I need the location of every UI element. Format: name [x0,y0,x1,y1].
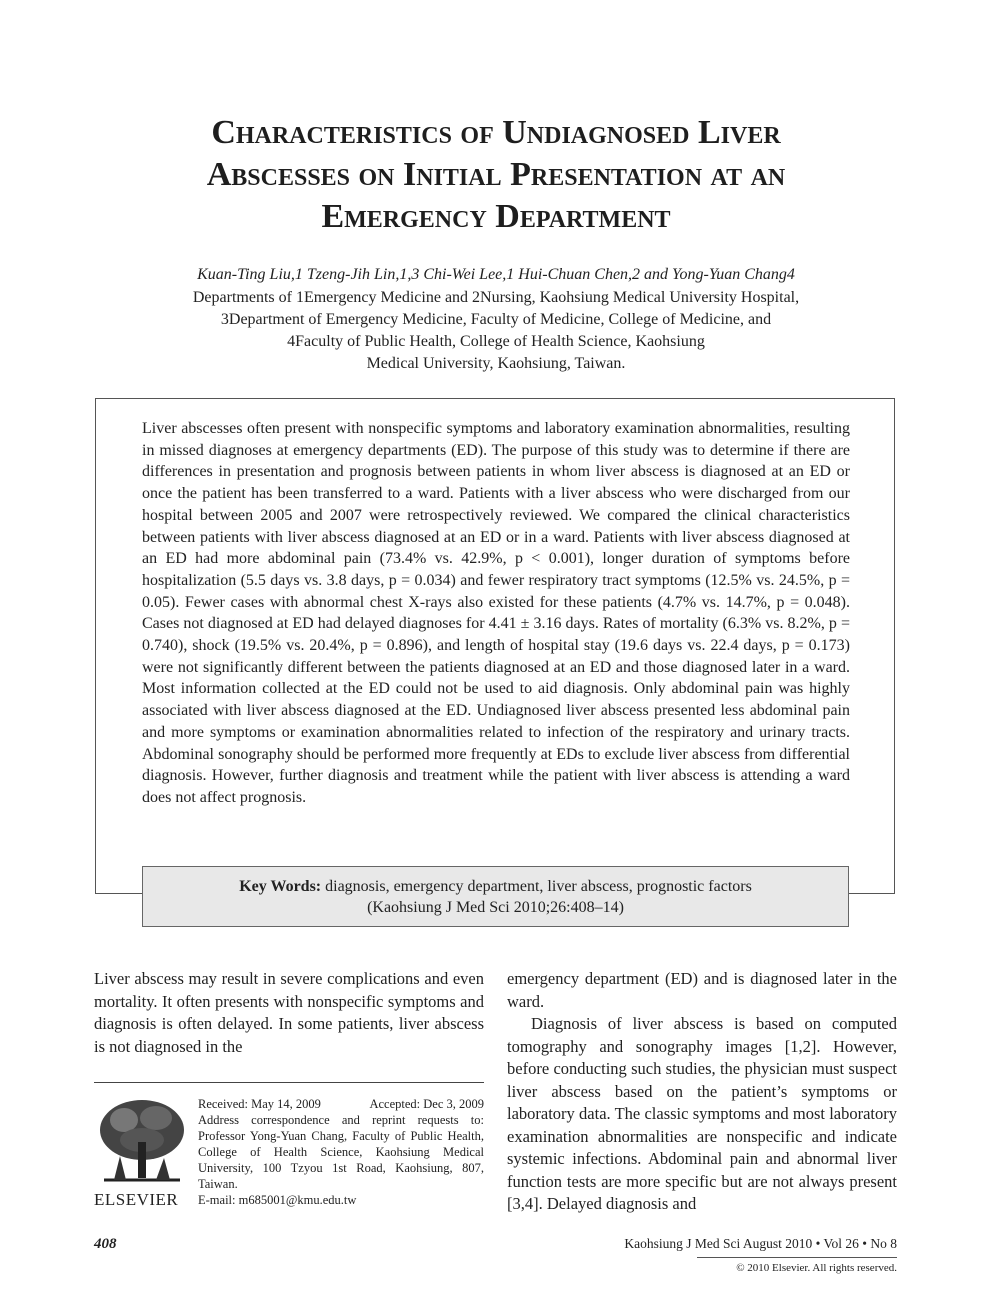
copyright: © 2010 Elsevier. All rights reserved. [736,1262,897,1274]
journal-footer: Kaohsiung J Med Sci August 2010 • Vol 26 • No 8 [624,1236,897,1251]
keywords-box [142,866,849,927]
logo-wordmark: ELSEVIER [94,1190,179,1209]
affiliation-line: Departments of 1Emergency Medicine and 2Nursing, Kaohsiung Medical University Hospital, [192,289,800,306]
page-number: 408 [94,1236,117,1252]
accepted-date: Accepted: Dec 3, 2009 [369,1097,484,1111]
keywords-label: Key Words: [239,878,322,895]
received-date: Received: May 14, 2009 [198,1097,321,1111]
correspondence-email: E-mail: m685001@kmu.edu.tw [198,1193,357,1207]
title-line: Abscesses on Initial Presentation at an [206,156,786,193]
correspondence-address: Address correspondence and reprint requests to: Professor Yong-Yuan Chang, Faculty of Public Health, College of Health Science, Kaohsiung Medical University, 100 Tzyou 1st Road, Kaohsiung, 807, Taiwan. [198,1113,484,1191]
affiliations [60,287,932,375]
body-paragraph: emergency department (ED) and is diagnosed later in the ward. [507,969,897,1011]
affiliation-line: 3Department of Emergency Medicine, Faculty of Medicine, College of Medicine, and [220,311,772,328]
affiliation-line: 4Faculty of Public Health, College of Health Science, Kaohsiung [287,333,705,350]
footer-divider [697,1257,897,1258]
article-title [60,112,932,238]
footnote-divider [94,1082,484,1083]
author-list: Kuan-Ting Liu,1 Tzeng-Jih Lin,1,3 Chi-Wei Lee,1 Hui-Chuan Chen,2 and Yong-Yuan Chang4 [197,266,795,283]
body-right-column [507,968,897,1216]
affiliation-line: Medical University, Kaohsiung, Taiwan. [366,355,626,372]
body-paragraph: Diagnosis of liver abscess is based on computed tomography and sonography images [1,2]. However, before conducting such studies, the physician must suspect liver abscess based on the patient’s symptoms or laboratory data. The classic symptoms and most laboratory examination abnormalities are nonspecific and indicate systemic infections. Abdominal pain and abnormal liver function tests are more specific but are not always present [3,4]. Delayed diagnosis and [507,1014,897,1213]
body-left-paragraph: Liver abscess may result in severe complications and even mortality. It often presents with nonspecific symptoms and diagnosis is often delayed. In some patients, liver abscess is not diagnosed in the [94,969,484,1056]
title-line: Emergency Department [321,198,671,235]
title-line: Characteristics of Undiagnosed Liver [211,114,781,151]
tree-icon [94,1096,190,1184]
keywords-terms: diagnosis, emergency department, liver abscess, prognostic factors [325,878,752,895]
elsevier-logo [94,1096,190,1209]
abstract: Liver abscesses often present with nonspecific symptoms and laboratory examination abnormalities, resulting in missed diagnoses at emergency departments (ED). The purpose of this study was to determine if there are differences in presentation and prognosis between patients in whom liver abscess is diagnosed at an ED or once the patient has been transferred to a ward. Patients with a liver abscess who were discharged from our hospital between 2005 and 2007 were retrospectively reviewed. We compared the clinical characteristics between patients with liver abscess diagnosed at an ED or in a ward. Patients with liver abscess diagnosed at an ED had more abdominal pain (73.4% vs. 42.9%, p < 0.001), longer duration of symptoms before hospitalization (5.5 days vs. 3.8 days, p = 0.034) and fewer respiratory tract symptoms (12.5% vs. 24.5%, p = 0.05). Fewer cases with abnormal chest X-rays also existed for these patients (4.7% vs. 14.7%, p = 0.048). Cases not diagnosed at ED had delayed diagnoses for 4.41 ± 3.16 days. Rates of mortality (6.3% vs. 8.2%, p = 0.740), shock (19.5% vs. 20.4%, p = 0.896), and length of hospital stay (19.6 days vs. 22.4 days, p = 0.173) were not significantly different between the patients diagnosed at an ED and those diagnosed later in a ward. Most information collected at the ED could not be used to aid diagnosis. Only abdominal pain was highly associated with liver abscess diagnosed at the ED. Undiagnosed liver abscess presented less abdominal pain and more symptoms or examination abnormalities related to infection of the respiratory and urinary tracts. Abdominal sonography should be performed more frequently at EDs to exclude liver abscess from differential diagnosis. However, further diagnosis and treatment while the patient with liver abscess is attending a ward does not affect prognosis. [142,420,850,806]
citation: (Kaohsiung J Med Sci 2010;26:408–14) [367,899,624,916]
correspondence-note [198,1096,484,1208]
